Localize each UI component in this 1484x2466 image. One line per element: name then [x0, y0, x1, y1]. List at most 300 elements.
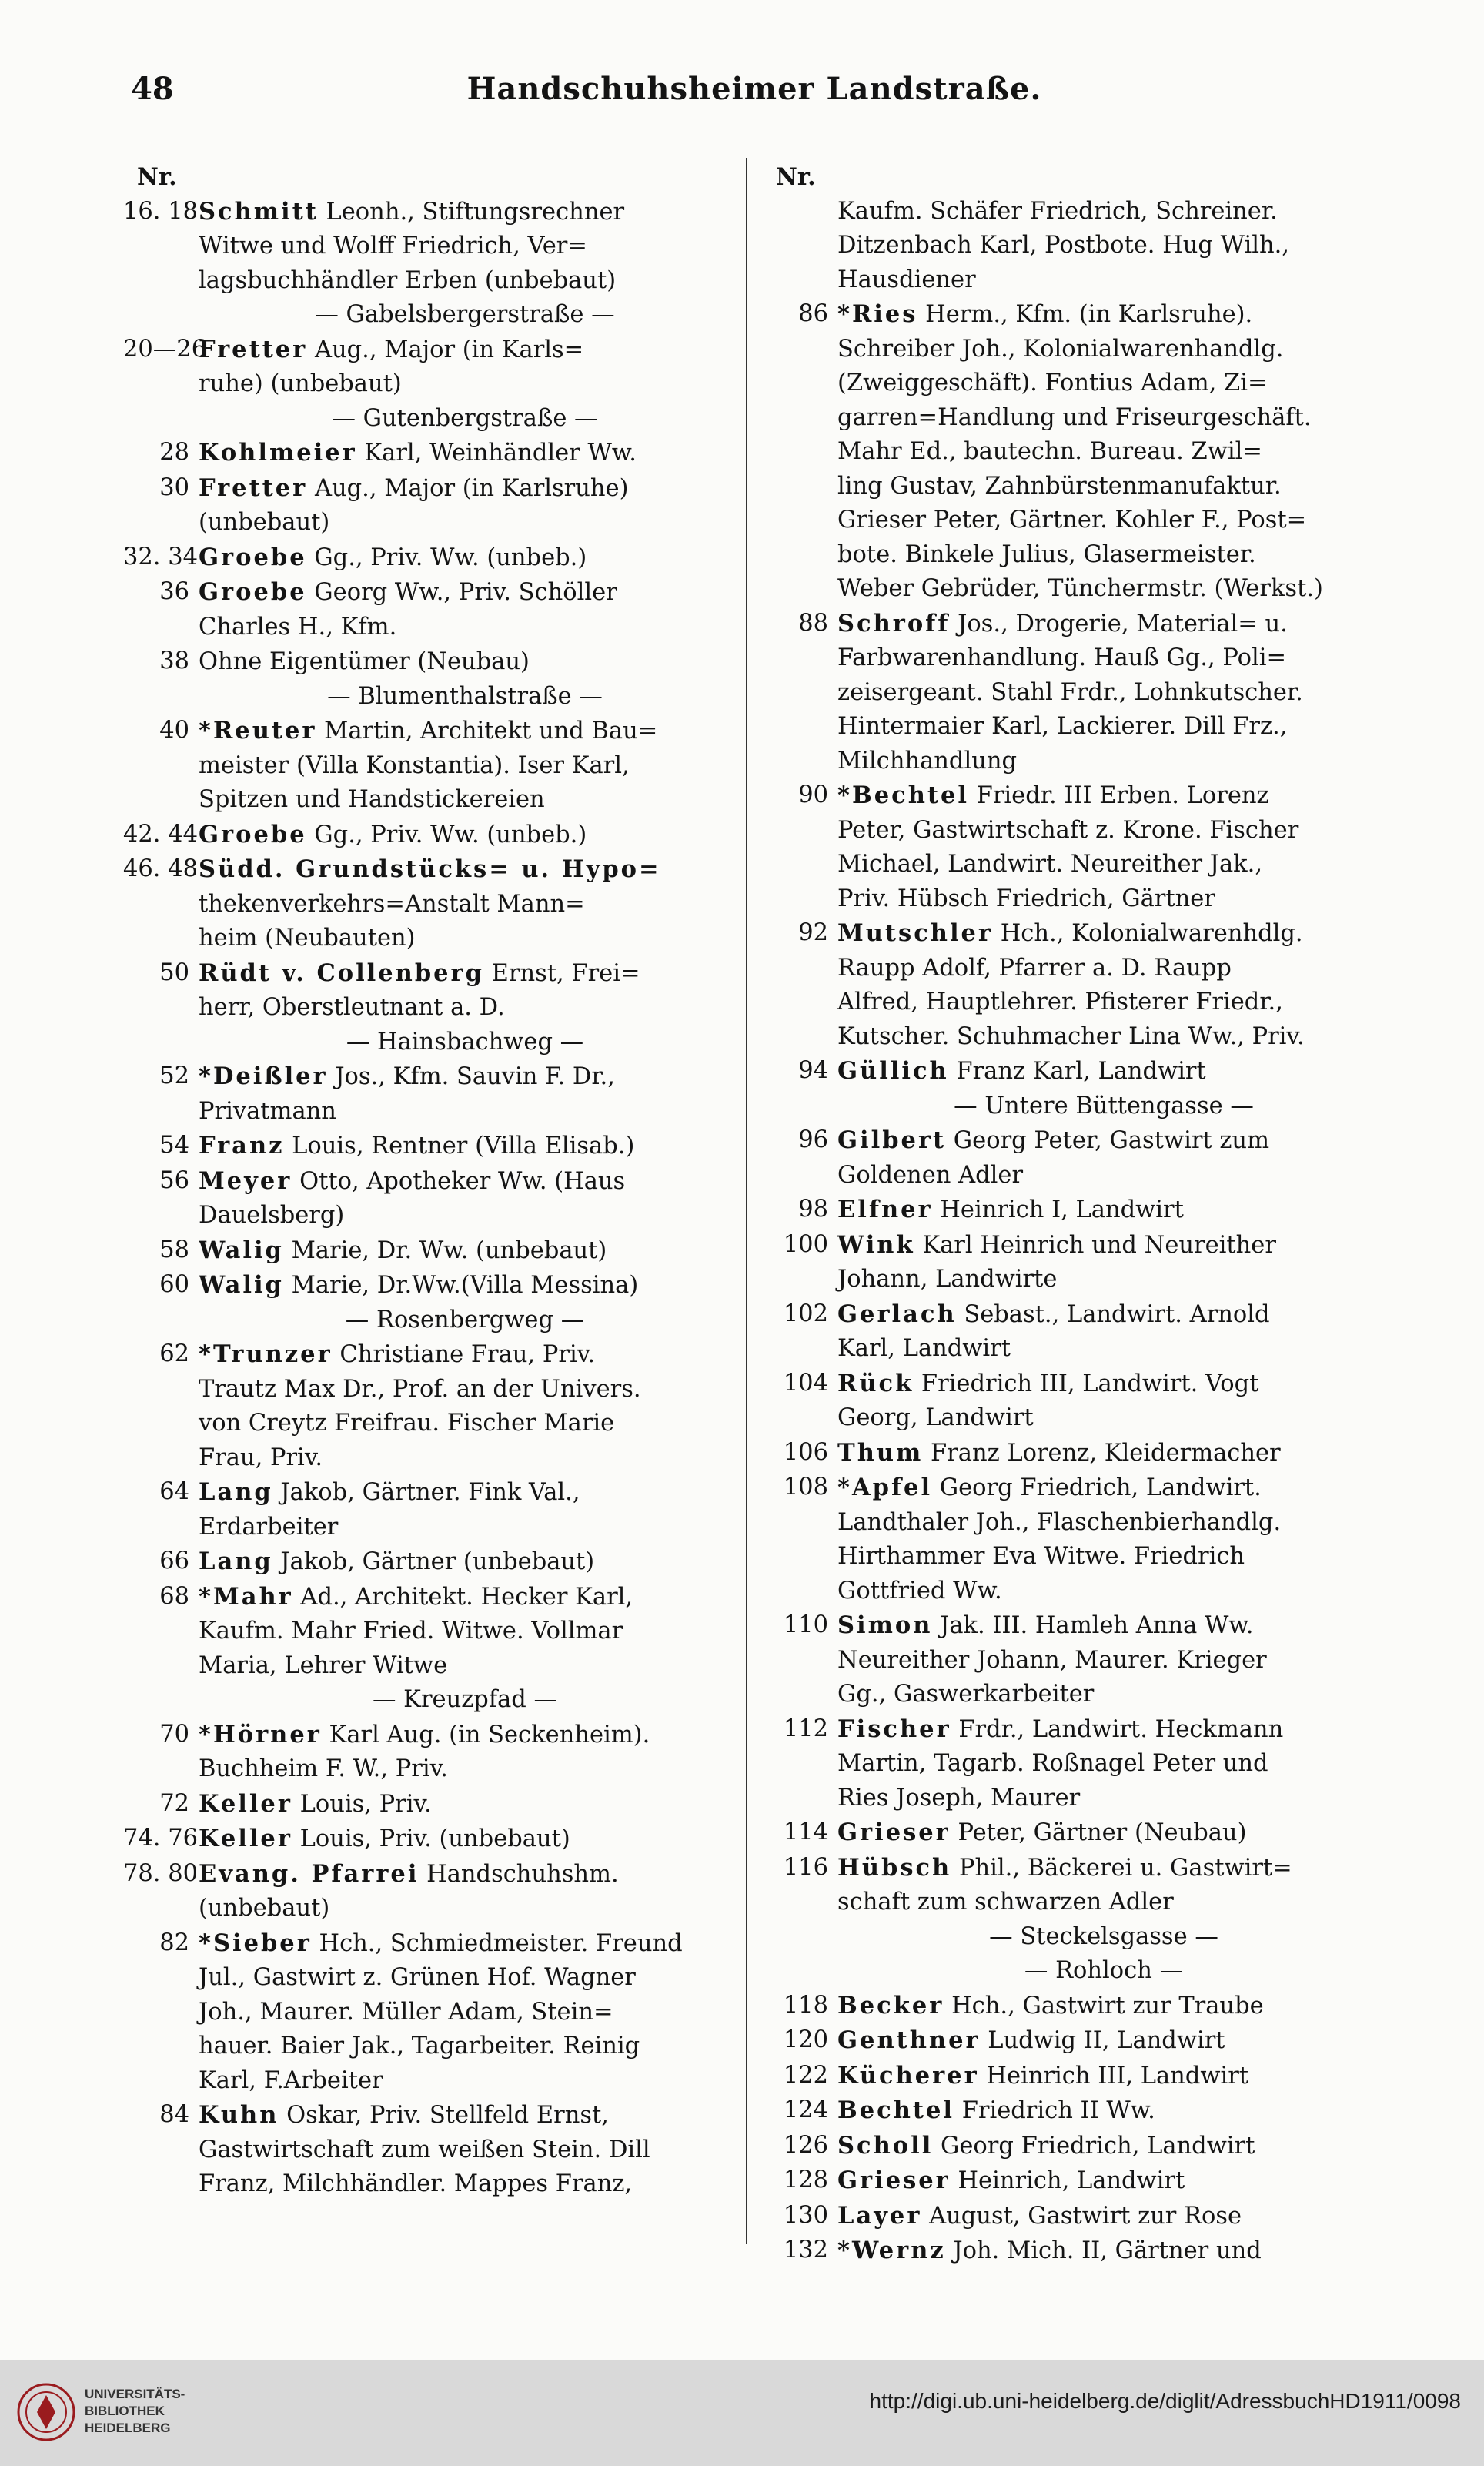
continuation-line: Privatmann — [199, 1097, 336, 1125]
continuation-line: Kaufm. Mahr Fried. Witwe. Vollmar — [199, 1618, 623, 1645]
library-name-line: UNIVERSITÄTS- — [85, 2387, 186, 2401]
entry-details: Handschuhshm. — [419, 1860, 619, 1888]
house-number: 88 — [798, 609, 828, 637]
owner-name: Wink — [837, 1230, 915, 1259]
column-head-left: Nr. — [137, 163, 177, 191]
continuation-line: Karl, Landwirt — [837, 1335, 1011, 1362]
owner-name: Güllich — [837, 1057, 949, 1085]
owner-name: *Hörner — [199, 1720, 322, 1748]
cross-street-heading: — Hainsbachweg — — [346, 1028, 584, 1056]
entry-text — [199, 195, 731, 230]
continuation-line: Ries Joseph, Maurer — [837, 1784, 1081, 1812]
directory-entry — [123, 1544, 731, 1580]
directory-entry — [762, 1471, 1370, 1506]
entry-details: Karl Aug. (in Seckenheim). — [321, 1721, 650, 1748]
permalink-url[interactable]: http://digi.ub.uni-heidelberg.de/diglit/AdressbuchHD1911/0098 — [869, 2389, 1461, 2413]
entry-text — [837, 2093, 1370, 2129]
entry-details: Karl Heinrich und Neureither — [914, 1231, 1276, 1259]
directory-entry — [123, 852, 731, 888]
cross-street-heading: — Gutenbergstraße — — [332, 404, 598, 432]
entry-text — [199, 471, 731, 507]
entry-text — [837, 2059, 1370, 2094]
directory-entry — [123, 644, 731, 680]
continuation-line: Goldenen Adler — [837, 1161, 1024, 1189]
owner-name: Lang — [199, 1478, 273, 1506]
owner-name: Grieser — [837, 2167, 951, 2194]
house-number: 70 — [159, 1720, 189, 1748]
continuation-line: bote. Binkele Julius, Glasermeister. — [837, 540, 1256, 568]
continuation-line: Trautz Max Dr., Prof. an der Univers. — [199, 1375, 641, 1403]
house-number: 62 — [159, 1340, 189, 1367]
entry-details: Louis, Rentner (Villa Elisab.) — [284, 1133, 635, 1159]
entry-details: Heinrich I, Landwirt — [932, 1196, 1184, 1223]
continuation-line: Mahr Ed., bautechn. Bureau. Zwil= — [837, 438, 1262, 465]
house-number: 110 — [783, 1611, 828, 1638]
continuation-line: herr, Oberstleutnant a. D. — [199, 994, 505, 1021]
owner-name: Thum — [837, 1438, 924, 1467]
house-number: 30 — [159, 473, 189, 501]
directory-entry — [123, 1718, 731, 1753]
entry-details: August, Gastwirt zur Rose — [921, 2202, 1242, 2230]
continuation-line: von Creytz Freifrau. Fischer Marie — [199, 1410, 615, 1437]
cross-street-heading: — Rohloch — — [1024, 1957, 1184, 1984]
continuation-line: Martin, Tagarb. Roßnagel Peter und — [837, 1750, 1268, 1777]
house-number: 16. 18 — [123, 197, 199, 225]
house-number: 84 — [159, 2101, 189, 2128]
entry-text — [837, 1608, 1370, 1644]
library-seal-icon — [15, 2381, 77, 2443]
directory-entry — [762, 2059, 1370, 2094]
house-number: 32. 34 — [123, 543, 199, 570]
entry-text — [199, 1059, 731, 1095]
entry-text — [199, 1233, 731, 1269]
house-number: 104 — [783, 1369, 828, 1397]
continuation-line: Charles H., Kfm. — [199, 613, 397, 641]
entry-details: Martin, Architekt und Bau= — [316, 718, 658, 744]
entry-details: Friedrich III, Landwirt. Vogt — [914, 1370, 1259, 1397]
continuation-line: Georg, Landwirt — [837, 1404, 1034, 1431]
house-number: 68 — [159, 1582, 189, 1610]
entry-text — [837, 1054, 1370, 1089]
directory-entry — [762, 2233, 1370, 2269]
house-number: 122 — [783, 2061, 828, 2089]
continuation-line: Raupp Adolf, Pfarrer a. D. Raupp — [837, 954, 1232, 982]
entry-text — [837, 1471, 1370, 1506]
continuation-line: Dauelsberg) — [199, 1202, 345, 1229]
cross-street-heading: — Gabelsbergerstraße — — [315, 301, 615, 328]
entry-text — [199, 1926, 731, 1962]
continuation-line: Maria, Lehrer Witwe — [199, 1651, 448, 1679]
directory-entry — [123, 540, 731, 576]
owner-name: Walig — [199, 1271, 284, 1299]
house-number: 94 — [798, 1057, 828, 1084]
directory-entry — [123, 714, 731, 749]
owner-name: Lang — [199, 1548, 273, 1575]
viewer-footer — [0, 2360, 1484, 2466]
directory-entry — [762, 2023, 1370, 2059]
directory-entry — [762, 2163, 1370, 2199]
owner-name: Südd. Grundstücks= u. Hypo= — [199, 855, 661, 883]
entry-details: Jos., Drogerie, Material= u. — [950, 610, 1288, 637]
house-number: 118 — [783, 1991, 828, 2019]
entry-details: Jakob, Gärtner (unbebaut) — [272, 1548, 595, 1575]
entry-details: Gg., Priv. Ww. (unbeb.) — [306, 544, 587, 571]
owner-name: Fretter — [199, 473, 308, 502]
house-number: 120 — [783, 2026, 828, 2053]
house-number: 42. 44 — [123, 820, 199, 848]
owner-name: *Bechtel — [837, 781, 969, 809]
house-number: 66 — [159, 1548, 189, 1574]
owner-name: *Mahr — [199, 1582, 293, 1611]
page-number: 48 — [131, 71, 174, 107]
entry-details: Georg Friedrich, Landwirt — [933, 2132, 1255, 2160]
library-name-line: BIBLIOTHEK — [85, 2404, 165, 2418]
owner-name: Hübsch — [837, 1853, 952, 1882]
continuation-line: Ditzenbach Karl, Postbote. Hug Wilh., — [837, 232, 1290, 259]
owner-name: Keller — [199, 1789, 292, 1818]
owner-name: *Reuter — [199, 717, 317, 744]
continuation-line: Weber Gebrüder, Tünchermstr. (Werkst.) — [837, 575, 1323, 602]
entry-text — [199, 1580, 731, 1615]
continuation-line: hauer. Baier Jak., Tagarbeiter. Reinig — [199, 2033, 640, 2059]
entry-text — [199, 956, 731, 992]
entry-text — [837, 778, 1370, 814]
entry-text — [837, 2233, 1370, 2269]
owner-name: Meyer — [199, 1166, 292, 1195]
continuation-line: Farbwarenhandlung. Hauß Gg., Poli= — [837, 644, 1287, 671]
continuation-line: Grieser Peter, Gärtner. Kohler F., Post= — [837, 507, 1307, 534]
owner-name: *Trunzer — [199, 1340, 333, 1368]
continuation-line: Gottfried Ww. — [837, 1577, 1002, 1604]
directory-entry — [123, 471, 731, 507]
entry-details: Frdr., Landwirt. Heckmann — [951, 1715, 1284, 1743]
house-number: 130 — [783, 2201, 828, 2229]
owner-name: Bechtel — [837, 2096, 955, 2124]
entry-text — [837, 1297, 1370, 1333]
directory-entry — [123, 1926, 731, 1962]
right-entries — [762, 195, 1370, 2269]
entry-details: Louis, Priv. (unbebaut) — [292, 1825, 570, 1852]
entry-details: Franz Karl, Landwirt — [948, 1058, 1206, 1085]
house-number: 128 — [783, 2167, 828, 2193]
owner-name: Fischer — [837, 1715, 951, 1743]
directory-entry — [762, 1367, 1370, 1402]
continuation-line: lagsbuchhändler Erben (unbebaut) — [199, 266, 617, 294]
column-divider — [746, 158, 747, 2244]
owner-name: Kuhn — [199, 2101, 279, 2129]
continuation-line: zeisergeant. Stahl Frdr., Lohnkutscher. — [837, 678, 1303, 706]
entry-text — [837, 297, 1370, 333]
house-number: 52 — [159, 1062, 189, 1089]
owner-name: *Sieber — [199, 1929, 312, 1957]
owner-name: Fretter — [199, 335, 308, 363]
continuation-line: ruhe) (unbebaut) — [199, 370, 402, 397]
directory-entry — [123, 1475, 731, 1511]
cross-street-heading: — Blumenthalstraße — — [327, 682, 603, 710]
continuation-line: Hirthammer Eva Witwe. Friedrich — [837, 1543, 1245, 1570]
continuation-line: Johann, Landwirte — [837, 1266, 1058, 1293]
house-number: 132 — [783, 2237, 828, 2264]
cross-street-heading: — Kreuzpfad — — [372, 1686, 558, 1713]
owner-name: Evang. Pfarrei — [199, 1859, 419, 1888]
continuation-line: ling Gustav, Zahnbürstenmanufaktur. — [837, 472, 1282, 500]
cross-street-heading: — Untere Büttengasse — — [954, 1092, 1254, 1119]
continuation-line: Joh., Maurer. Müller Adam, Stein= — [199, 1998, 613, 2026]
house-number: 126 — [783, 2131, 828, 2159]
entry-details: Hch., Gastwirt zur Traube — [944, 1992, 1264, 2019]
entry-text — [199, 852, 731, 888]
house-number: 46. 48 — [123, 855, 199, 882]
directory-entry — [123, 575, 731, 611]
continuation-line: Gastwirtschaft zum weißen Stein. Dill — [199, 2136, 650, 2163]
continuation-line: Franz, Milchhändler. Mappes Franz, — [199, 2170, 633, 2197]
owner-name: Scholl — [837, 2131, 934, 2160]
house-number: 50 — [159, 959, 189, 986]
entry-text — [837, 2199, 1370, 2234]
directory-entry — [762, 1608, 1370, 1644]
entry-text — [837, 1367, 1370, 1402]
directory-entry — [123, 1164, 731, 1200]
owner-name: Layer — [837, 2201, 922, 2230]
entry-text — [199, 644, 731, 680]
directory-entry — [762, 1054, 1370, 1089]
house-number: 114 — [783, 1819, 828, 1845]
house-number: 36 — [159, 578, 189, 605]
entry-details: Jos., Kfm. Sauvin F. Dr., — [327, 1063, 615, 1090]
entry-text — [837, 1123, 1370, 1159]
entry-details: Ohne Eigentümer (Neubau) — [199, 648, 530, 675]
entry-details: Friedr. III Erben. Lorenz — [968, 782, 1269, 809]
entry-text — [199, 1857, 731, 1892]
owner-name: *Ries — [837, 300, 918, 328]
owner-name: Groebe — [199, 820, 307, 848]
continuation-line: Kutscher. Schuhmacher Lina Ww., Priv. — [837, 1022, 1305, 1050]
library-logo[interactable] — [15, 2381, 185, 2444]
entry-text — [837, 916, 1370, 952]
owner-name: Kücherer — [837, 2061, 979, 2090]
entry-details: Franz Lorenz, Kleidermacher — [923, 1439, 1281, 1467]
entry-details: Louis, Priv. — [292, 1790, 432, 1818]
continuation-line: Karl, F.Arbeiter — [199, 2066, 383, 2094]
continuation-line: Peter, Gastwirtschaft z. Krone. Fischer — [837, 816, 1299, 844]
owner-name: Becker — [837, 1991, 944, 2019]
directory-entry — [123, 1129, 731, 1164]
house-number: 112 — [783, 1715, 828, 1742]
entry-text — [837, 1193, 1370, 1228]
page-header — [123, 71, 1385, 117]
entry-details: Jakob, Gärtner. Fink Val., — [272, 1479, 580, 1506]
entry-text — [837, 1228, 1370, 1263]
directory-entry — [762, 916, 1370, 952]
entry-text — [199, 714, 731, 749]
directory-entry — [123, 1857, 731, 1892]
directory-entry — [123, 1787, 731, 1822]
directory-entry — [762, 1851, 1370, 1886]
entry-text — [837, 2163, 1370, 2199]
continuation-line: Michael, Landwirt. Neureither Jak., — [837, 851, 1263, 878]
entry-details: Joh. Mich. II, Gärtner und — [945, 2237, 1262, 2264]
directory-entry — [762, 2199, 1370, 2234]
entry-details: Heinrich, Landwirt — [950, 2167, 1185, 2194]
directory-entry — [762, 1193, 1370, 1228]
entry-text — [199, 1718, 731, 1753]
directory-entry — [123, 818, 731, 853]
owner-name: Grieser — [837, 1819, 951, 1846]
entry-details: Phil., Bäckerei u. Gastwirt= — [951, 1854, 1292, 1882]
house-number: 56 — [159, 1166, 189, 1194]
directory-entry — [762, 1297, 1370, 1333]
directory-entry — [762, 1712, 1370, 1748]
directory-entry — [123, 2098, 731, 2133]
house-number: 64 — [159, 1478, 189, 1505]
continuation-line: Schreiber Joh., Kolonialwarenhandlg. — [837, 335, 1284, 363]
entry-details: Hch., Kolonialwarenhdlg. — [993, 920, 1303, 947]
library-name-line: HEIDELBERG — [85, 2421, 171, 2435]
left-column — [123, 160, 731, 2202]
entry-text — [199, 1822, 731, 1857]
entry-text — [199, 818, 731, 853]
continuation-line: (unbebaut) — [199, 509, 330, 536]
owner-name: *Deißler — [199, 1062, 328, 1090]
directory-entry — [123, 195, 731, 230]
continuation-line: Gg., Gaswerkarbeiter — [837, 1681, 1095, 1708]
entry-text — [199, 1787, 731, 1822]
continuation-line: Alfred, Hauptlehrer. Pfisterer Friedr., — [837, 989, 1283, 1016]
directory-entry — [123, 1059, 731, 1095]
continuation-line: Milchhandlung — [837, 747, 1018, 775]
house-number: 92 — [798, 919, 828, 946]
entry-text — [199, 436, 731, 471]
house-number: 40 — [159, 717, 189, 744]
right-column — [762, 160, 1370, 2269]
directory-entry — [123, 1233, 731, 1269]
entry-details: Aug., Major (in Karls= — [307, 336, 584, 363]
entry-details: Jak. III. Hamleh Anna Ww. — [932, 1612, 1254, 1639]
house-number: 78. 80 — [123, 1859, 199, 1887]
entry-details: Oskar, Priv. Stellfeld Ernst, — [279, 2102, 609, 2129]
house-number: 74. 76 — [123, 1825, 199, 1852]
continuation-line: garren=Handlung und Friseurgeschäft. — [837, 403, 1312, 431]
house-number: 100 — [783, 1230, 828, 1258]
house-number: 96 — [798, 1126, 828, 1153]
entry-details: Hch., Schmiedmeister. Freund — [311, 1929, 683, 1957]
owner-name: Rück — [837, 1369, 914, 1397]
entry-details: Georg Ww., Priv. Schöller — [306, 579, 617, 606]
directory-entry — [762, 1123, 1370, 1159]
directory-entry — [123, 956, 731, 992]
entry-details: Heinrich III, Landwirt — [978, 2062, 1249, 2090]
directory-entry — [762, 607, 1370, 642]
continuation-line: Jul., Gastwirt z. Grünen Hof. Wagner — [199, 1964, 636, 1991]
entry-details: Leonh., Stiftungsrechner — [318, 198, 625, 226]
owner-name: *Wernz — [837, 2237, 946, 2264]
continuation-line: Neureither Johann, Maurer. Krieger — [837, 1646, 1267, 1674]
continuation-line: Landthaler Joh., Flaschenbierhandlg. — [837, 1508, 1282, 1536]
owner-name: Genthner — [837, 2026, 981, 2054]
running-title: Handschuhsheimer Landstraße. — [466, 71, 1042, 107]
directory-entry — [762, 1436, 1370, 1471]
house-number: 20—26 — [123, 335, 207, 363]
continuation-line: Spitzen und Handstickereien — [199, 786, 545, 813]
directory-entry — [762, 1815, 1370, 1851]
entry-details: Marie, Dr. Ww. (unbebaut) — [283, 1236, 607, 1264]
continuation-line: (unbebaut) — [199, 1895, 330, 1922]
entry-text — [837, 1436, 1370, 1471]
entry-text — [837, 1989, 1370, 2024]
entry-text — [837, 2129, 1370, 2164]
continuation-line: Hausdiener — [837, 266, 976, 293]
entry-text — [199, 1164, 731, 1200]
house-number: 106 — [783, 1438, 828, 1466]
entry-details: Sebast., Landwirt. Arnold — [956, 1300, 1270, 1328]
owner-name: Groebe — [199, 543, 307, 571]
house-number: 124 — [783, 2096, 828, 2123]
entry-text — [837, 607, 1370, 642]
entry-details: Herm., Kfm. (in Karlsruhe). — [917, 301, 1253, 328]
continuation-line: (Zweiggeschäft). Fontius Adam, Zi= — [837, 370, 1268, 397]
cross-street-heading: — Rosenbergweg — — [345, 1306, 585, 1333]
house-number: 86 — [798, 300, 828, 327]
owner-name: *Apfel — [837, 1474, 933, 1501]
house-number: 54 — [159, 1132, 189, 1159]
directory-entry — [762, 1989, 1370, 2024]
entry-details: Aug., Major (in Karlsruhe) — [307, 474, 629, 502]
entry-text — [199, 2098, 731, 2133]
entry-details: Christiane Frau, Priv. — [332, 1341, 596, 1368]
continuation-line: Kaufm. Schäfer Friedrich, Schreiner. — [837, 197, 1278, 225]
entry-details: Peter, Gärtner (Neubau) — [950, 1819, 1247, 1846]
directory-entry — [762, 778, 1370, 814]
continuation-line: thekenverkehrs=Anstalt Mann= — [199, 890, 585, 918]
continuation-line: Witwe und Wolff Friedrich, Ver= — [199, 233, 587, 259]
library-name — [85, 2386, 185, 2437]
owner-name: Gerlach — [837, 1300, 957, 1328]
directory-entry — [123, 1337, 731, 1373]
entry-text — [837, 1712, 1370, 1748]
entry-text — [199, 1268, 731, 1303]
entry-details: Ad., Architekt. Hecker Karl, — [292, 1583, 633, 1611]
entry-text — [837, 1851, 1370, 1886]
left-entries — [123, 195, 731, 2202]
directory-entry — [762, 2093, 1370, 2129]
continuation-line: meister (Villa Konstantia). Iser Karl, — [199, 751, 630, 779]
entry-details: Marie, Dr.Ww.(Villa Messina) — [283, 1272, 639, 1299]
cross-street-heading: — Steckelsgasse — — [989, 1922, 1218, 1950]
house-number: 108 — [783, 1474, 828, 1501]
entry-text — [199, 1129, 731, 1164]
house-number: 102 — [783, 1300, 828, 1327]
owner-name: Keller — [199, 1825, 292, 1852]
owner-name: Kohlmeier — [199, 439, 357, 467]
continuation-line: heim (Neubauten) — [199, 925, 416, 952]
directory-entry — [762, 1228, 1370, 1263]
continuation-line: Priv. Hübsch Friedrich, Gärtner — [837, 885, 1215, 912]
entry-details: Friedrich II Ww. — [954, 2097, 1155, 2124]
directory-entry — [123, 1822, 731, 1857]
house-number: 82 — [159, 1929, 189, 1956]
house-number: 90 — [798, 781, 828, 808]
continuation-line: Frau, Priv. — [199, 1444, 323, 1471]
directory-entry — [123, 1268, 731, 1303]
continuation-line: schaft zum schwarzen Adler — [837, 1889, 1174, 1916]
entry-text — [837, 2023, 1370, 2059]
house-number: 72 — [159, 1789, 189, 1817]
entry-text — [199, 540, 731, 576]
column-head-right: Nr. — [776, 163, 816, 191]
entry-text — [199, 575, 731, 611]
continuation-line: Erdarbeiter — [199, 1513, 339, 1541]
entry-text — [837, 1815, 1370, 1851]
